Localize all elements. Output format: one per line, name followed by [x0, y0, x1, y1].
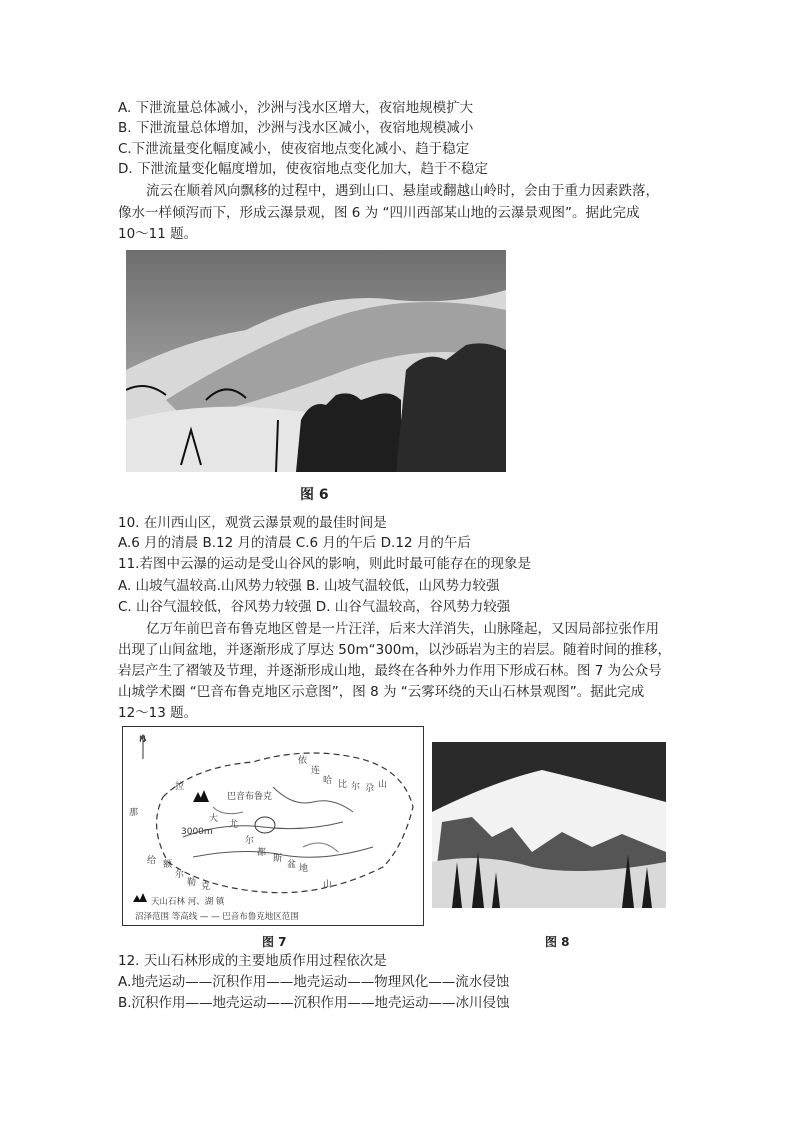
option-a: A. 下泄流量总体减小，沙洲与浅水区增大，夜宿地规模扩大 — [118, 100, 474, 116]
map-label: 地 — [299, 864, 309, 874]
passage1-line2: 像水一样倾泻而下，形成云瀑景观，图 6 为 “四川西部某山地的云瀑景观图”。据此完成 — [118, 205, 640, 221]
q11-stem: 11.若图中云瀑的运动是受山谷风的影响，则此时最可能存在的现象是 — [118, 556, 531, 572]
map-label: 尔 — [245, 836, 255, 846]
map-label: 给 — [147, 856, 157, 866]
map-label: 那 — [129, 808, 139, 818]
q10-stem: 10. 在川西山区，观赏云瀑景观的最佳时间是 — [118, 515, 387, 531]
q12-option-a: A.地壳运动——沉积作用——地壳运动——物理风化——流水侵蚀 — [118, 974, 510, 990]
figure8-photo — [432, 742, 666, 908]
map-label: 依 — [298, 756, 308, 766]
map-label: 斯 — [273, 854, 283, 864]
cloud-waterfall-image — [126, 250, 506, 472]
stone-forest-legend-icon — [133, 893, 147, 902]
map-label: 勒 — [187, 878, 197, 888]
map-label: 拉 — [175, 782, 185, 792]
map-label: 大 — [209, 814, 219, 824]
figure7-map — [122, 726, 424, 926]
legend-row2: 沼泽范围 等高线 — — 巴音布鲁克地区范围 — [135, 912, 299, 922]
figure8-caption: 图 8 — [545, 935, 570, 949]
passage2-line5: 12～13 题。 — [118, 705, 198, 721]
map-label: 连 — [311, 766, 321, 776]
map-label: 山 — [378, 780, 388, 790]
map-label: 盆 — [287, 860, 297, 870]
passage2-line2: 出现了山间盆地，并逐渐形成了厚达 50m“300m，以沙砾岩为主的岩层。随着时间的推移， — [118, 642, 672, 658]
map-label: 山 — [323, 880, 333, 890]
map-label: 尔 — [175, 870, 185, 880]
map-label: 尕 — [365, 784, 375, 794]
passage1-line1: 流云在顺着风向飘移的过程中，遇到山口、悬崖或翻越山岭时，会由于重力因素跌落， — [146, 183, 659, 199]
map-label: 额 — [163, 860, 173, 870]
q12-stem: 12. 天山石林形成的主要地质作用过程依次是 — [118, 953, 387, 969]
option-b: B. 下泄流量总体增加，沙洲与浅水区减小，夜宿地规模减小 — [118, 120, 474, 136]
stone-forest-image — [432, 742, 666, 908]
map-label: 都 — [257, 848, 267, 858]
figure6-photo — [126, 250, 506, 472]
passage2-line4: 山城学术圈 “巴音布鲁克地区示意图”，图 8 为 “云雾环绕的天山石林景观图”。据此完成 — [118, 684, 645, 700]
map-label: 尔 — [351, 782, 361, 792]
town-label: 巴音布鲁克 — [227, 792, 273, 802]
map-label: 尤 — [229, 820, 239, 830]
passage1-line3: 10～11 题。 — [118, 226, 198, 242]
map-label: 比 — [338, 780, 348, 790]
contour-label: 3000m — [181, 827, 213, 837]
q11-options-cd: C. 山谷气温较低，谷风势力较强 D. 山谷气温较高，谷风势力较强 — [118, 599, 511, 615]
map-label: 克 — [201, 882, 211, 892]
passage2-line1: 亿万年前巴音布鲁克地区曾是一片汪洋，后来大洋消失，山脉隆起，又因局部拉张作用 — [146, 621, 659, 637]
q10-options: A.6 月的清晨 B.12 月的清晨 C.6 月的午后 D.12 月的午后 — [118, 535, 471, 551]
q11-options-ab: A. 山坡气温较高.山风势力较强 B. 山坡气温较低，山风势力较强 — [118, 578, 500, 594]
map-label: 哈 — [323, 776, 333, 786]
north-label: N — [139, 735, 146, 745]
q12-option-b: B.沉积作用——地壳运动——沉积作用——地壳运动——冰川侵蚀 — [118, 995, 510, 1011]
legend-row1: 天山石林 河、湖 镇 — [151, 897, 225, 907]
figure6-caption: 图 6 — [300, 487, 329, 503]
option-c: C.下泄流量变化幅度减小，使夜宿地点变化减小、趋于稳定 — [118, 141, 470, 157]
figure7-caption: 图 7 — [262, 935, 287, 949]
passage2-line3: 岩层产生了褶皱及节理，并逐渐形成山地，最终在各种外力作用下形成石林。图 7 为公众号 — [118, 663, 662, 679]
option-d: D. 下泄流量变化幅度增加，使夜宿地点变化加大，趋于不稳定 — [118, 161, 488, 177]
